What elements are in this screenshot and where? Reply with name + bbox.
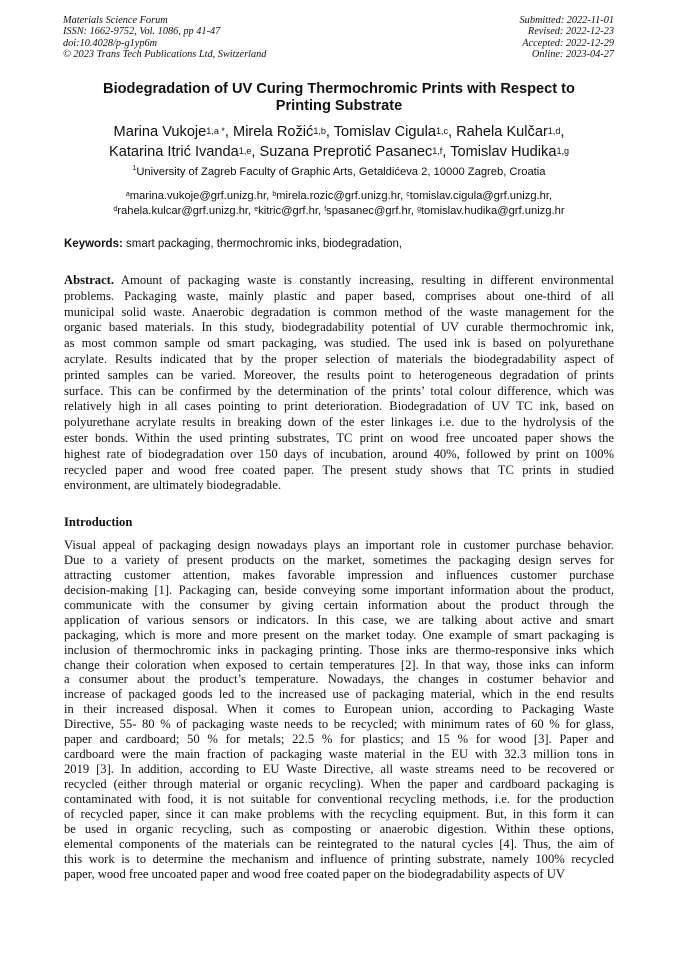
text-line: application of various sensors or indicators. In this case, we are talking about active and smart	[64, 612, 614, 627]
author: Rahela Kulčar$^{1,d}$,	[456, 124, 565, 140]
text-line: acrylate. Results indicated that by the proper selection of materials the biodegradability aspect of	[64, 351, 614, 366]
text-line: printed samples can be varied. Moreover, the results point to heterogeneous degradation of prints	[64, 367, 614, 382]
author: Katarina Itrić Ivanda$^{1,e}$,	[108, 143, 260, 160]
text-line: 2019 [3]. In addition, according to EU Waste Directive, all waste streams need to be recovered or	[64, 762, 614, 777]
text-line: a consumer about the product’s temperature. Nowadays, the changes in costumer behavior and	[64, 672, 614, 687]
text-line: highest rate of biodegradation over 150 days of incubation, around 40%, followed by print on 100%	[64, 446, 614, 461]
text-line: Due to a variety of present products on the market, sometimes the packaging design serves for	[64, 552, 614, 567]
affiliation: $^1$University of Zagreb Faculty of Graphic Arts, Getaldićeva 2, 10000 Zagreb, Croatia	[132, 165, 546, 178]
text-line: in their increased disposal. When it comes to European union, according to Packaging Waste	[64, 702, 614, 717]
author-emails	[50, 189, 628, 218]
text-line: municipal solid waste. Anaerobic degradation is common method of the waste management for the	[64, 304, 614, 319]
abstract-label: Abstract.	[64, 273, 115, 287]
author: Mirela Rožić$^{1,b}$,	[233, 124, 334, 140]
author: Tomislav Hudika$^{1,g}$	[450, 143, 570, 160]
text-line: paper and cardboard; 50 % for metals; 22.5 % for plastics; and 15 % for wood [3]. Paper and	[64, 732, 614, 747]
author-line	[50, 143, 628, 163]
doi: doi:10.4028/p-g1yp6m	[63, 37, 158, 49]
author-line	[50, 123, 628, 143]
email[interactable]: $^g$tomislav.hudika@grf.unizg.hr	[417, 204, 565, 217]
revised-date: Revised: 2022-12-23	[527, 26, 614, 38]
text-line: recycled (either through material or organic recycling). When the paper and cardboard packaging is	[64, 777, 614, 791]
text-line: as most common sample od smart packaging, was studied. The used ink is based on polyurethane	[64, 336, 614, 351]
submitted-date: Submitted: 2022-11-01	[519, 15, 614, 26]
publication-dates	[520, 15, 614, 60]
introduction-body	[64, 538, 614, 882]
keywords-text: smart packaging, thermochromic inks, biodegradation,	[122, 238, 403, 250]
text-line: organic based materials. In this study, biodegradability potential of UV curable thermochromic ink,	[64, 320, 614, 335]
text-line: cardboard were the main fraction of packaging waste material in the EU with 32.3 million tons in	[64, 747, 614, 762]
email[interactable]: $^d$rahela.kulcar@grf.unizg.hr,	[113, 204, 255, 217]
issn-volume: ISSN: 1662-9752, Vol. 1086, pp 41-47	[63, 26, 221, 38]
email[interactable]: $^c$tomislav.cigula@grf.unizg.hr,	[406, 190, 553, 202]
text-line: communicate with the consumer by giving certain information about the product through the	[64, 597, 614, 612]
author: Marina Vukoje$^{1,a *}$,	[113, 124, 234, 140]
text-line: ester bonds. Within the used printing substrates, TC print on wood free uncoated paper shows the	[64, 430, 614, 445]
journal-name: Materials Science Forum	[63, 15, 168, 26]
text-line: surface. This can be confirmed by the determination of the prints’ total colour difference, which was	[64, 383, 614, 398]
author: Tomislav Cigula$^{1,c}$,	[333, 124, 457, 140]
copyright: © 2023 Trans Tech Publications Ltd, Switzerland	[63, 48, 267, 60]
title-line: Biodegradation of UV Curing Thermochromic Prints with Respect to	[103, 81, 575, 97]
email[interactable]: $^e$kitric@grf.hr,	[254, 204, 325, 217]
keywords-label: Keywords:	[64, 238, 123, 250]
email[interactable]: $^b$mirela.rozic@grf.unizg.hr,	[272, 190, 407, 202]
text-line: attracting customer attention, makes favorable impression and influences customer purchase	[64, 567, 614, 582]
text-line: of recycled paper, since it can make problems with the recycling equipment. But, in this form it can	[64, 806, 614, 821]
text-line: decision-making [1]. Packaging can, beside conveying some important information about the product,	[64, 582, 614, 597]
text-line: increase of packaged goods led to the increased use of packaging material, which in the end results	[64, 687, 614, 702]
text-line: relatively high in all cases pointing to print deterioration. Biodegradation of UV TC ink, based on	[64, 399, 614, 414]
text-line: contaminated with food, it is not suitable for conventional recycling methods, i.e. for the production	[64, 791, 614, 806]
title-line: Printing Substrate	[275, 98, 403, 114]
text-line: elemental components of the materials can be reintegrated to the natural cycles [4]. Thus, the aim of	[64, 836, 614, 851]
text-line: this work is to determine the mechanism and influence of printing substrate, namely 100% recycled	[64, 851, 614, 866]
text-line: recycled paper and wood free coated paper. The present study shows that TC prints in studied	[64, 462, 614, 477]
text-line: environment, are ultimately biodegradable.	[64, 478, 282, 493]
journal-info	[63, 15, 266, 60]
email[interactable]: $^f$spasanec@grf.hr,	[324, 204, 418, 217]
text-line: paper, wood free uncoated paper and wood free coated paper on the biodegradability aspects of UV	[64, 866, 565, 881]
paper-title	[64, 81, 614, 115]
keywords	[64, 238, 402, 250]
author: Suzana Preprotić Pasanec$^{1,f}$,	[259, 143, 451, 160]
text-line: problems. Packaging waste, mainly plastic and paper based, comprises about one-third of all	[64, 288, 614, 303]
author-list	[50, 123, 628, 162]
text-line: Visual appeal of packaging design nowadays plays an important role in customer purchase behavior.	[64, 538, 614, 552]
text-line: inclusion of thermochromic inks in packaging printing. Those inks are thermo-responsive inks which	[64, 642, 614, 657]
online-date: Online: 2023-04-27	[531, 48, 614, 60]
section-heading-introduction: Introduction	[64, 515, 133, 529]
abstract	[64, 273, 614, 494]
text-line: change their coloration when exposed to certain temperatures [2]. In that way, those inks can inform	[64, 657, 614, 672]
email[interactable]: $^a$marina.vukoje@grf.unizg.hr,	[125, 190, 273, 202]
accepted-date: Accepted: 2022-12-29	[522, 37, 614, 49]
text-line: packaging, which is more and more present on the market today. One example of smart packaging is	[64, 627, 614, 642]
text-line: Directive, 55- 80 % of packaging waste needs to be recycled; with minimum rates of 60 % for glass,	[64, 717, 614, 732]
text-line: be used in organic recycling, such as composting or anaerobic digestion. Within these options,	[64, 821, 614, 836]
text-line: Abstract. Amount of packaging waste is constantly increasing, resulting in different environmental	[64, 273, 614, 287]
text-line: polyurethane acrylate results in breaking down of the ester linkages i.e. due to the hydrolysis of the	[64, 415, 614, 430]
